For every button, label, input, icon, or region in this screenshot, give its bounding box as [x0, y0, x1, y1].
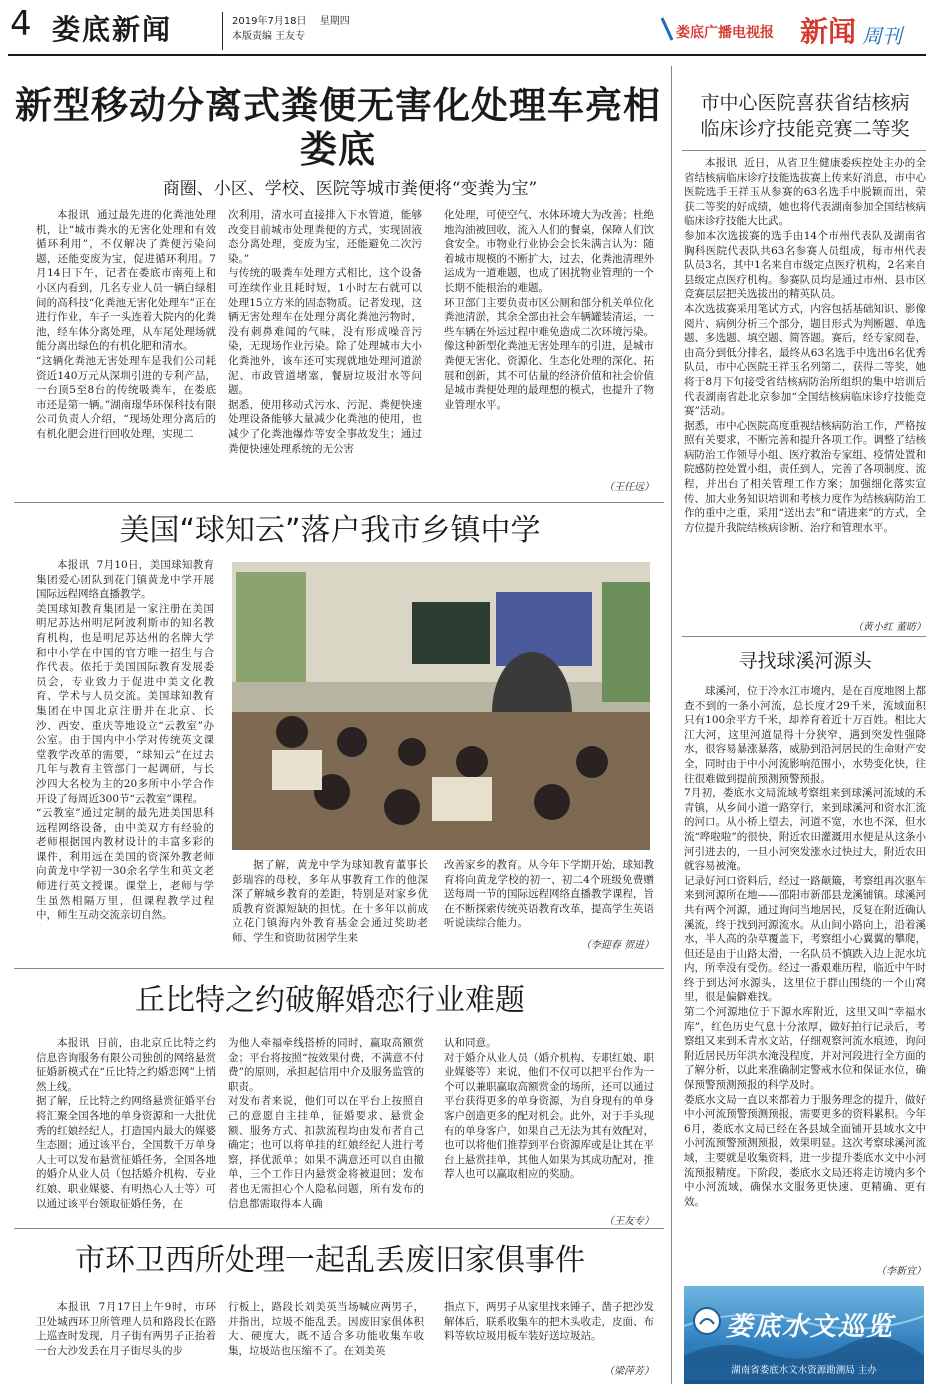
article-cupid-body-col1: 本报讯 日前，由北京丘比特之约信息咨询服务有限公司独创的网络悬赏征婚新模式在“丘比特之约婚恋网”上悄然上线。 据了解，丘比特之约网络悬赏征婚平台将汇聚全国各地的单身资源和一大批优秀的红娘经纪人，打造国内最大的媒婆生态圈；通过该平台，全国数千万单身人士可以发布悬赏征婚任务，全国各地的婚介从业人员（包括婚介机构、专业红娘、职业媒婆、有明热心人士等）可以通过该平台领取征婚任务，在: [36, 1037, 216, 1210]
section-name: 娄底新闻: [52, 13, 173, 46]
article-hospital-byline: （黄小红 董昉）: [852, 622, 926, 633]
article-river-col: [684, 684, 926, 1268]
section-rule: [14, 968, 664, 969]
article1-col2: [228, 208, 422, 498]
article-cloud-byline: （李迎春 贺进）: [580, 940, 654, 951]
section-rule: [14, 1228, 664, 1229]
article-env-body-col2: 行板上，路段长刘美英当场喊应两男子，并指出，垃圾不能乱丢。因废旧家俱体积大、硬度大，既不适合多功能收集车收集，垃圾站也压缩不了。在刘美英: [228, 1301, 424, 1357]
article1-col1: [36, 208, 216, 498]
article-env-col3: [444, 1300, 654, 1360]
article-cloud-col1: [36, 558, 214, 922]
publisher-name: 娄底广播电视报: [676, 25, 774, 41]
masthead-divider: [222, 12, 223, 50]
article-env-byline: （梁萍芳）: [604, 1366, 654, 1377]
article-cloud-col3: [444, 858, 654, 938]
article-env-col1: [36, 1300, 216, 1380]
article-cloud-body-col3: 改善家乡的教育。从今年下学期开始，球知教育将向黄龙学校的初一、初二4个班级免费赠送每周一节的国际远程网络直播教学课程，旨在不断探索传统英语教育改革，提高学生英语听说读综合能力。: [444, 859, 654, 930]
slash-mark-icon: [660, 16, 674, 42]
article-cupid-col2: [228, 1036, 424, 1216]
article-cloud-body-col1: 本报讯 7月10日，美国球知教育集团爱心团队到花门镇黄龙中学开展国际远程网络直播教学。 美国球知教育集团是一家注册在美国明尼苏达州明尼阿波利斯市的知名教育机构，也是明尼苏达州的名牌大学和中小学在中国的官方唯一招生与合作代表。依托于美国国际教育发展委员会，专业致力于促进中美文化教育、学术与人员交流。美国球知教育集团在中国北京注册并在北京、长沙、西安、重庆等地设立“云教室”办公室。由于国内中小学对传统英文课堂教学改革的需要，“球知云”在过去几年与教育主管部门一起调研，与长沙四大名校为主的20多所中小学合作开设了每周近300节“云教室”课程。 “云教室”通过定制的最先进美国思科远程网络设备，由中美双方有经验的老师根据国内教材设计的丰富多彩的课件，利用远在美国的资深外教老师向黄龙中学初一30余名学生和英文老师进行英文授课。课堂上，老师与学生虽然相隔万里，但课程教学过程中，师生互动交流亲切自然。: [36, 559, 214, 922]
issue-date: 2019年7月18日: [232, 16, 307, 27]
article-river-body: 球溪河，位于冷水江市境内，是在百度地图上都查不到的一条小河流，总长度才29千米，流域面积只有100余平方千米，却养育着近十万百姓。相比大江大河，这里河道显得十分狭窄，遇到突发性强降水，很容易暴涨暴落，威胁到沿河居民的生命财产安全，同时由于中小河流影响范围小，水势变化快，往往很难做到提前预测预警预报。 7月初，娄底水文局流域考察组来到球溪河流域的禾青镇，从乡间小道一路穿行，来到球溪河和资水汇流的河口。从小桥上望去，河道不宽，水也不深，但水流“哗啦啦”的很快，附近农田灌溉用水便是从这条小河引进去的，一旦小河突发涨水过快过大，附近农田就容易被淹。 记录好河口资料后，经过一路颠簸，考察组再次驱车来到河源所在地——邵阳市新邵县龙溪铺镇。球溪河共有两个河源，通过询问当地居民，反复在附近确认溪流，终于找到河源流水。从山间小路向上，沿着溪水，半人高的杂草覆盖下，考察组小心翼翼的攀爬，但还是由于山路太滑，一名队员不慎跌入边上泥水坑内，所幸没有受伤。经过一番艰难历程，临近中午时终于到达河水源头，这里位于群山围绕的一个山窝里，很是偏僻难找。 第二个河源地位于下源水库附近，这里又叫“幸福水库”，红色历史气息十分浓厚，做好拍行记录后，考察组又来到禾青水文站，仔细观察河流水痕迹，询问附近居民历年洪水淹没程度，并对河段进行全方面的了解分析，以此来准确制定警戒水位和保证水位，确保预警预测预报的科学及时。 娄底水文局一直以来都着力于服务理念的提升，做好中小河流预警预测预报，需要更多的资料累积。今年6月，娄底水文局已经在各县域全面铺开县域水文中小河流预警预测预报，效果明显。这次考察球溪河流域，主要就是收集资料，进一步提升娄底水文中小河流预报精度。下阶段，娄底水文局还将走访境内多个中小河流域，确保水文服务更快速、更精确、更有效。: [684, 685, 926, 1208]
article-cupid-byline: （王友专）: [604, 1216, 654, 1227]
article1-headline: 新型移动分离式粪便无害化处理车亮相娄底: [15, 84, 661, 171]
article-hospital-col: [684, 156, 926, 616]
article-env-col2: [228, 1300, 424, 1380]
article-cupid-body-col2: 为他人牵福牵线搭桥的同时，赢取高额赏金；平台将按照“按效果付费，不满意不付费”的原则，承担起信用中介及服务监管的职责。 对发布者来说，他们可以在平台上按照自己的意愿自主挂单，征婚要求、悬赏金额、服务方式、扣款流程均由发布者自己确定；也可以将单挂的红娘经纪人进行考察，择优派单；如果不满意还可以自由撤单，三个工作日内悬赏金将被退回；发布者也无需担心个人隐私问题，所有发布的信息都需取得本人确: [228, 1037, 424, 1210]
article-cupid-body-col3: 认和同意。 对于婚介从业人员（婚介机构、专职红娘、职业媒婆等）来说，他们不仅可以把平台作为一个可以兼职赢取高额赏金的场所，还可以通过平台获得更多的单身资源，为自身现有的单身客户创造更多的配对机会。此外，对于手头现有的单身客户，如果自己无法为其有效配对，也可以将他们推荐到平台资源库或是让其在平台上悬赏挂单，其他人如果为其成功配对，推荐人也可以赢取相应的奖励。: [444, 1037, 654, 1181]
article-env-headline: 市环卫西所处理一起乱丢废旧家俱事件: [75, 1243, 585, 1278]
article-cloud-col2: [232, 858, 428, 968]
article-hospital-body: 本报讯 近日，从省卫生健康委疾控处主办的全省结核病临床诊疗技能选拔赛上传来好消息，市中心医院选手王祥玉从参赛的63名选手中脱颖而出，荣获二等奖的好成绩，她也将代表湖南参加全国结核病临床诊疗技能大比武。 参加本次选拔赛的选手由14个市州代表队及湖南省胸科医院代表队共63名参赛人员组成，每市州代表队员3名，其中1名来自市级定点医疗机构，2名来自县级定点医疗机构。参赛队员均是通过市州、县市区竞赛层层把关选拔出的精英队员。 本次选拔赛采用笔试方式，内容包括基础知识、影像阅片、病例分析三个部分，题目形式为判断题、单选题、多选题、填空题、简答题。赛后，经专家阅卷，由高分到低分排名，最终从63名选手中选出6名优秀队员，市中心医院王祥玉名列第二，获得二等奖，她将于8月下旬接受省结核病防治所组织的集中培训后代表湖南省赴北京参加“全国结核病临床诊疗技能竞赛”活动。 据悉，市中心医院高度重视结核病防治工作，严格按照有关要求，不断完善和提升各项工作。调整了结核病防治工作领导小组、医疗救治专家组、疫情处置和院感防控处置小组，责任到人，完善了各项制度、流程，并出台了相关管理工作方案；加强细化落实宣传、加大业务知识培训和考核力度作为结核病防治工作的重中之重，采用“送出去”和“请进来”的方式，全方位提升我院结核病诊断、治疗和管理水平。: [684, 157, 926, 534]
article-hospital-title-rule: [682, 150, 926, 151]
article-cloud-body-col2: 据了解，黄龙中学为球知教育董事长彭瑞容的母校，多年从事教育工作的他深深了解城乡教育的差距，特别是对家乡优质教育资源短缺的担忧。在十多年以前成立花门镇海内外教育基金会通过奖助老师、学生和资助贫困学生来: [232, 859, 428, 944]
article-env-body-col3: 指点下，两男子从家里找来锤子、凿子把沙发解体后，联系收集车的把木头收走，皮面、布料等软垃圾用板车装好送垃圾站。: [444, 1301, 654, 1343]
section-rule: [682, 636, 926, 637]
brand-main: 新闻: [800, 15, 857, 48]
column-divider: [671, 66, 672, 1384]
article1-body-col1: 本报讯 通过最先进的化粪池处理机，让“城市粪水的无害化处理和有效循环利用”，不仅解决了粪便污染问题，还能变废为宝，促进循环利用。7月14日下午，记者在娄底市南苑上和小区内看到，几名专业人员一辆白绿相间的高科技“化粪池无害化处理车”正在进行作业，车子一头连着大院内的化粪池，经车体分离处理，从车尾处理场就能分离出绿色的有机化肥和清水。 “这辆化粪池无害处理车是我们公司耗资近140万元从深圳引进的专利产品，一台顶5至8台的传统吸粪车，在娄底市还是第一辆。”湖南璟华环保科技有限公司负责人介绍，“现场处理分离后的有机化肥会进行回收处理，实现二: [36, 209, 216, 440]
article-cupid-headline: 丘比特之约破解婚恋行业难题: [135, 983, 525, 1018]
classroom-photo: [232, 562, 650, 850]
article-cupid-col1: [36, 1036, 216, 1216]
article-river-headline: 寻找球溪河源头: [738, 650, 872, 672]
article-hospital-headline: [680, 90, 930, 142]
article1-body-col2: 次利用，清水可直接排入下水管道，能够改变目前城市处理粪便的方式，实现固液态分离处理，变废为宝，还能避免二次污染。” 与传统的吸粪车处理方式相比，这个设备可连续作业且耗时短，1小时左右就可以处理15立方米的固态物质。记者发现，这辆无害处理车在处理分离化粪池污物时，没有刺鼻难闻的气味，没有形成噪音污染，无现场作业污染。除了处理城市大小化粪池外，该车还可实现就地处理河道淤泥、市政管道堵塞，餐厨垃圾泔水等问题。 据悉，使用移动式污水、污泥、粪便快速处理设备能够大量减少化粪池的使用，也减少了化粪池爆炸等安全事故发生；通过粪便快速处理系统的无公害: [228, 209, 422, 455]
article1-subheadline: 商圈、小区、学校、医院等城市粪便将“变粪为宝”: [162, 179, 538, 199]
article-hospital-headline-line2: 临床诊疗技能竞赛二等奖: [700, 118, 910, 140]
article1-body-col3: 化处理，可使空气、水体环境大为改善；杜绝地沟油被回收，流入人们的餐桌，保障人们饮食安全。市物业行业协会会长朱满言认为：随着城市规模的不断扩大，过去，化粪池清理外运成为一道难题，也成了困扰物业管理的一个长期不能根治的难题。 环卫部门主要负责市区公厕和部分机关单位化粪池清淤，其余全部由社会车辆罐装清运，一些车辆在外运过程中难免造成二次环境污染。像这种新型化粪池无害处理车的引进，是城市粪便无害化、资源化、生态化处理的深化、拓展和创新，其不可估量的经济价值和社会价值是城市粪便处理的最理想的模式，也提升了物业管理水平。: [444, 209, 654, 411]
ad-org: 湖南省娄底水文水资源勘测局 主办: [684, 1362, 924, 1380]
hydrology-seal-icon: [692, 1306, 722, 1336]
article1-byline: （王任远）: [604, 482, 654, 493]
article-cloud-headline: 美国“球知云”落户我市乡镇中学: [119, 513, 541, 548]
ad-title: 娄底水文巡览: [726, 1312, 895, 1342]
article-river-byline: （李新宜）: [876, 1266, 926, 1277]
masthead-rule: [8, 54, 926, 56]
brand-sub: 周刊: [862, 24, 902, 48]
classroom-photo-image: [232, 562, 650, 850]
issue-editor: 本版责编 王友专: [232, 31, 306, 42]
article-hospital-headline-line1: 市中心医院喜获省结核病: [700, 92, 910, 114]
issue-info: [232, 14, 350, 44]
publisher-brand: [660, 10, 926, 50]
masthead: [0, 0, 934, 58]
article1-col3: [444, 208, 654, 470]
article-cupid-col3: [444, 1036, 654, 1216]
section-rule: [14, 502, 664, 503]
page-number: 4: [10, 4, 32, 44]
hydrology-ad: [684, 1286, 924, 1384]
issue-weekday: 星期四: [319, 16, 350, 27]
article-env-body-col1: 本报讯 7月17日上午9时，市环卫处城西环卫所管理人员和路段长在路上巡查时发现，月子街有两男子正抬着一台大沙发丢在月子街尽头的步: [36, 1301, 216, 1357]
